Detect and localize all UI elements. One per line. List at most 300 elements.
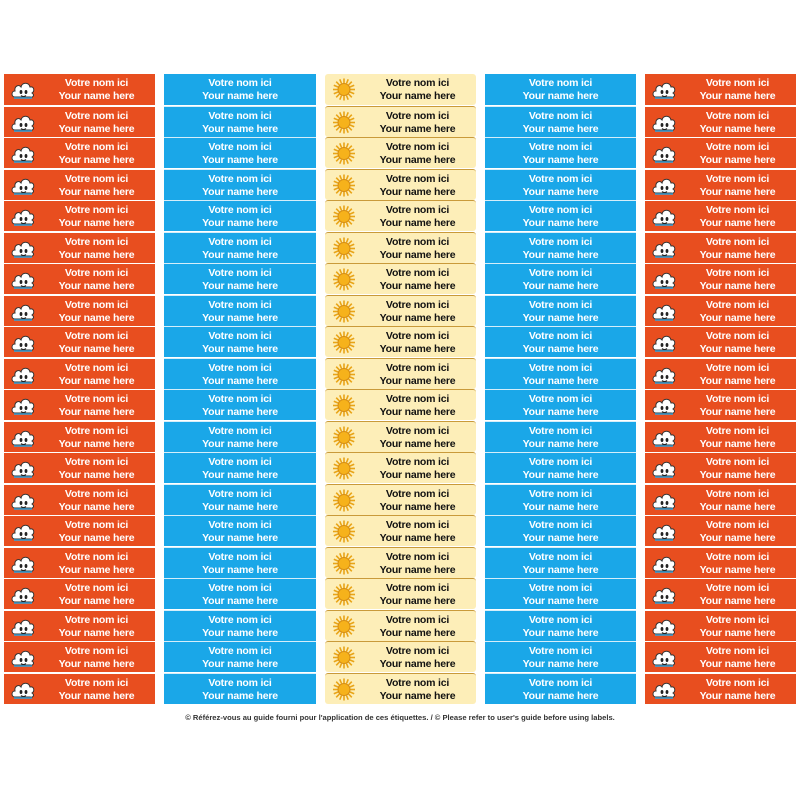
- name-label: [4, 232, 155, 263]
- label-english-text: Your name here: [58, 217, 135, 229]
- cloud-icon: [651, 551, 677, 576]
- label-french-text: Votre nom ici: [64, 204, 129, 216]
- label-french-text: Votre nom ici: [385, 235, 450, 248]
- label-english-text: Your name here: [379, 626, 456, 639]
- sun-icon: [331, 330, 357, 355]
- label-french-text: Votre nom ici: [64, 582, 129, 594]
- cloud-icon: [651, 330, 677, 355]
- label-english-text: Your name here: [522, 437, 599, 450]
- label-french-text: Votre nom ici: [528, 424, 593, 437]
- label-column-2: [164, 74, 316, 704]
- name-label: [645, 389, 796, 420]
- label-french-text: Votre nom ici: [64, 487, 129, 500]
- name-label: [485, 169, 636, 200]
- label-french-text: Votre nom ici: [208, 141, 272, 153]
- sun-icon: [331, 582, 357, 607]
- name-label: [485, 74, 636, 105]
- sun-icon: [331, 110, 357, 135]
- name-label: [485, 389, 636, 420]
- label-english-text: Your name here: [202, 90, 278, 102]
- usage-notice: © Référez-vous au guide fourni pour l'application de ces étiquettes. / © Please refer to user's guide before using labels.: [185, 713, 615, 722]
- name-label: [485, 421, 636, 452]
- label-french-text: Votre nom ici: [385, 77, 450, 89]
- name-label: [164, 263, 316, 294]
- cloud-icon: [651, 236, 677, 261]
- label-english-text: Your name here: [699, 122, 776, 135]
- sun-icon: [331, 77, 357, 102]
- label-french-text: Votre nom ici: [208, 582, 272, 594]
- name-label: [325, 673, 476, 704]
- label-english-text: Your name here: [379, 122, 456, 135]
- label-english-text: Your name here: [202, 311, 278, 324]
- label-french-text: Votre nom ici: [208, 109, 272, 122]
- name-label: [645, 578, 796, 609]
- label-french-text: Votre nom ici: [385, 487, 450, 500]
- label-english-text: Your name here: [699, 154, 776, 166]
- label-french-text: Votre nom ici: [705, 393, 770, 405]
- label-french-text: Votre nom ici: [705, 361, 770, 374]
- cloud-icon: [651, 677, 677, 702]
- label-english-text: Your name here: [699, 374, 776, 387]
- label-english-text: Your name here: [522, 532, 599, 544]
- cloud-icon: [651, 204, 677, 229]
- label-english-text: Your name here: [522, 658, 599, 670]
- cloud-icon: [651, 362, 677, 387]
- name-label: [4, 106, 155, 137]
- label-english-text: Your name here: [58, 248, 135, 261]
- cloud-icon: [10, 110, 36, 135]
- name-label: [645, 295, 796, 326]
- label-english-text: Your name here: [58, 343, 135, 355]
- label-english-text: Your name here: [58, 563, 135, 576]
- label-column-3: [325, 74, 476, 704]
- label-english-text: Your name here: [379, 406, 456, 418]
- name-label: [4, 578, 155, 609]
- label-english-text: Your name here: [202, 500, 278, 513]
- label-english-text: Your name here: [202, 532, 278, 544]
- label-english-text: Your name here: [522, 280, 599, 292]
- label-french-text: Votre nom ici: [528, 109, 593, 122]
- name-label: [485, 515, 636, 546]
- cloud-icon: [10, 677, 36, 702]
- label-french-text: Votre nom ici: [64, 393, 129, 405]
- label-english-text: Your name here: [202, 374, 278, 387]
- cloud-icon: [651, 425, 677, 450]
- cloud-icon: [651, 519, 677, 544]
- label-english-text: Your name here: [522, 154, 599, 166]
- label-english-text: Your name here: [58, 122, 135, 135]
- name-label: [645, 358, 796, 389]
- label-french-text: Votre nom ici: [705, 550, 770, 563]
- label-english-text: Your name here: [202, 217, 278, 229]
- name-label: [325, 452, 476, 483]
- name-label: [325, 169, 476, 200]
- name-label: [4, 295, 155, 326]
- cloud-icon: [10, 519, 36, 544]
- name-label: [164, 169, 316, 200]
- name-label: [164, 326, 316, 357]
- label-english-text: Your name here: [202, 185, 278, 198]
- name-label: [164, 106, 316, 137]
- label-english-text: Your name here: [522, 343, 599, 355]
- label-english-text: Your name here: [58, 626, 135, 639]
- name-label: [485, 200, 636, 231]
- label-english-text: Your name here: [379, 595, 456, 607]
- name-label: [4, 610, 155, 641]
- name-label: [645, 137, 796, 168]
- sun-icon: [331, 425, 357, 450]
- name-label: [4, 200, 155, 231]
- label-english-text: Your name here: [522, 374, 599, 387]
- name-label: [4, 673, 155, 704]
- label-english-text: Your name here: [699, 248, 776, 261]
- name-label: [325, 326, 476, 357]
- label-english-text: Your name here: [202, 154, 278, 166]
- label-english-text: Your name here: [202, 689, 278, 702]
- cloud-icon: [651, 110, 677, 135]
- name-label: [4, 515, 155, 546]
- label-french-text: Votre nom ici: [528, 645, 593, 657]
- sun-icon: [331, 204, 357, 229]
- sun-icon: [331, 677, 357, 702]
- label-french-text: Votre nom ici: [705, 330, 770, 342]
- label-french-text: Votre nom ici: [64, 235, 129, 248]
- label-english-text: Your name here: [58, 185, 135, 198]
- label-english-text: Your name here: [202, 437, 278, 450]
- name-label: [485, 641, 636, 672]
- label-french-text: Votre nom ici: [208, 613, 272, 626]
- label-english-text: Your name here: [202, 406, 278, 418]
- cloud-icon: [10, 77, 36, 102]
- label-french-text: Votre nom ici: [64, 676, 129, 689]
- sun-icon: [331, 488, 357, 513]
- label-french-text: Votre nom ici: [385, 676, 450, 689]
- label-english-text: Your name here: [58, 437, 135, 450]
- cloud-icon: [651, 582, 677, 607]
- name-label: [4, 641, 155, 672]
- label-french-text: Votre nom ici: [208, 519, 272, 531]
- name-label: [4, 389, 155, 420]
- sun-icon: [331, 456, 357, 481]
- label-english-text: Your name here: [202, 122, 278, 135]
- label-french-text: Votre nom ici: [705, 487, 770, 500]
- label-english-text: Your name here: [202, 280, 278, 292]
- name-label: [164, 74, 316, 105]
- name-label: [485, 673, 636, 704]
- cloud-icon: [10, 267, 36, 292]
- label-french-text: Votre nom ici: [208, 330, 272, 342]
- label-french-text: Votre nom ici: [528, 487, 593, 500]
- name-label: [164, 452, 316, 483]
- label-english-text: Your name here: [202, 469, 278, 481]
- label-french-text: Votre nom ici: [208, 204, 272, 216]
- name-label: [4, 358, 155, 389]
- cloud-icon: [10, 425, 36, 450]
- name-label: [164, 358, 316, 389]
- name-label: [325, 578, 476, 609]
- label-french-text: Votre nom ici: [208, 550, 272, 563]
- label-french-text: Votre nom ici: [64, 141, 129, 153]
- name-label: [164, 610, 316, 641]
- sun-icon: [331, 393, 357, 418]
- label-french-text: Votre nom ici: [64, 77, 129, 89]
- name-label: [4, 169, 155, 200]
- label-english-text: Your name here: [699, 437, 776, 450]
- name-label: [325, 484, 476, 515]
- label-english-text: Your name here: [58, 90, 135, 102]
- sun-icon: [331, 645, 357, 670]
- name-label: [164, 295, 316, 326]
- label-english-text: Your name here: [522, 595, 599, 607]
- label-english-text: Your name here: [379, 374, 456, 387]
- label-french-text: Votre nom ici: [385, 613, 450, 626]
- label-french-text: Votre nom ici: [385, 204, 450, 216]
- label-column-5: [645, 74, 796, 704]
- label-french-text: Votre nom ici: [705, 582, 770, 594]
- label-french-text: Votre nom ici: [64, 613, 129, 626]
- name-label: [4, 452, 155, 483]
- label-french-text: Votre nom ici: [705, 519, 770, 531]
- label-english-text: Your name here: [379, 469, 456, 481]
- label-french-text: Votre nom ici: [208, 487, 272, 500]
- label-french-text: Votre nom ici: [528, 77, 593, 89]
- name-label: [645, 326, 796, 357]
- name-label: [485, 295, 636, 326]
- label-english-text: Your name here: [379, 311, 456, 324]
- label-french-text: Votre nom ici: [705, 456, 770, 468]
- name-label: [645, 673, 796, 704]
- label-english-text: Your name here: [202, 626, 278, 639]
- name-label: [164, 578, 316, 609]
- name-label: [325, 547, 476, 578]
- cloud-icon: [10, 362, 36, 387]
- label-french-text: Votre nom ici: [385, 361, 450, 374]
- label-column-4: [485, 74, 636, 704]
- name-label: [164, 421, 316, 452]
- cloud-icon: [10, 236, 36, 261]
- label-french-text: Votre nom ici: [385, 519, 450, 531]
- label-french-text: Votre nom ici: [64, 172, 129, 185]
- label-english-text: Your name here: [522, 90, 599, 102]
- name-label: [645, 484, 796, 515]
- label-english-text: Your name here: [202, 595, 278, 607]
- label-french-text: Votre nom ici: [208, 235, 272, 248]
- label-english-text: Your name here: [699, 595, 776, 607]
- label-french-text: Votre nom ici: [705, 676, 770, 689]
- label-french-text: Votre nom ici: [528, 330, 593, 342]
- label-french-text: Votre nom ici: [208, 424, 272, 437]
- name-label: [325, 263, 476, 294]
- label-french-text: Votre nom ici: [64, 109, 129, 122]
- label-french-text: Votre nom ici: [64, 550, 129, 563]
- cloud-icon: [651, 488, 677, 513]
- label-english-text: Your name here: [379, 280, 456, 292]
- name-label: [645, 232, 796, 263]
- label-french-text: Votre nom ici: [208, 393, 272, 405]
- name-label: [325, 389, 476, 420]
- label-english-text: Your name here: [522, 122, 599, 135]
- sun-icon: [331, 141, 357, 166]
- label-french-text: Votre nom ici: [64, 267, 129, 279]
- label-english-text: Your name here: [699, 469, 776, 481]
- sun-icon: [331, 551, 357, 576]
- name-label: [4, 74, 155, 105]
- label-english-text: Your name here: [202, 248, 278, 261]
- label-french-text: Votre nom ici: [705, 267, 770, 279]
- label-french-text: Votre nom ici: [705, 298, 770, 311]
- label-english-text: Your name here: [379, 658, 456, 670]
- label-english-text: Your name here: [379, 343, 456, 355]
- label-french-text: Votre nom ici: [208, 456, 272, 468]
- label-french-text: Votre nom ici: [528, 456, 593, 468]
- name-label: [485, 106, 636, 137]
- label-french-text: Votre nom ici: [705, 77, 770, 89]
- label-english-text: Your name here: [522, 563, 599, 576]
- label-french-text: Votre nom ici: [64, 645, 129, 657]
- sun-icon: [331, 299, 357, 324]
- label-french-text: Votre nom ici: [705, 109, 770, 122]
- label-english-text: Your name here: [58, 689, 135, 702]
- label-french-text: Votre nom ici: [208, 361, 272, 374]
- cloud-icon: [10, 456, 36, 481]
- label-french-text: Votre nom ici: [208, 172, 272, 185]
- label-french-text: Votre nom ici: [528, 298, 593, 311]
- name-label: [4, 484, 155, 515]
- name-label: [645, 547, 796, 578]
- label-english-text: Your name here: [699, 532, 776, 544]
- name-label: [325, 74, 476, 105]
- label-french-text: Votre nom ici: [528, 361, 593, 374]
- cloud-icon: [10, 645, 36, 670]
- cloud-icon: [651, 299, 677, 324]
- label-french-text: Votre nom ici: [705, 235, 770, 248]
- name-label: [164, 200, 316, 231]
- label-english-text: Your name here: [522, 311, 599, 324]
- cloud-icon: [10, 173, 36, 198]
- label-french-text: Votre nom ici: [208, 298, 272, 311]
- label-english-text: Your name here: [58, 406, 135, 418]
- label-english-text: Your name here: [699, 90, 776, 102]
- cloud-icon: [651, 77, 677, 102]
- name-label: [645, 200, 796, 231]
- label-french-text: Votre nom ici: [208, 267, 272, 279]
- label-english-text: Your name here: [202, 658, 278, 670]
- label-french-text: Votre nom ici: [385, 456, 450, 468]
- label-french-text: Votre nom ici: [385, 582, 450, 594]
- sun-icon: [331, 267, 357, 292]
- label-english-text: Your name here: [522, 185, 599, 198]
- label-english-text: Your name here: [202, 343, 278, 355]
- label-french-text: Votre nom ici: [385, 298, 450, 311]
- name-label: [485, 484, 636, 515]
- name-label: [485, 578, 636, 609]
- label-french-text: Votre nom ici: [528, 676, 593, 689]
- name-label: [485, 452, 636, 483]
- label-french-text: Votre nom ici: [528, 267, 593, 279]
- label-french-text: Votre nom ici: [208, 676, 272, 689]
- label-french-text: Votre nom ici: [705, 645, 770, 657]
- label-french-text: Votre nom ici: [705, 424, 770, 437]
- name-label: [485, 610, 636, 641]
- label-english-text: Your name here: [699, 626, 776, 639]
- label-french-text: Votre nom ici: [385, 550, 450, 563]
- name-label: [325, 641, 476, 672]
- cloud-icon: [651, 456, 677, 481]
- name-label: [485, 326, 636, 357]
- name-label: [645, 610, 796, 641]
- name-label: [645, 452, 796, 483]
- label-french-text: Votre nom ici: [208, 77, 272, 89]
- name-label: [485, 547, 636, 578]
- label-french-text: Votre nom ici: [64, 330, 129, 342]
- cloud-icon: [651, 645, 677, 670]
- name-label: [325, 200, 476, 231]
- sun-icon: [331, 362, 357, 387]
- name-label: [325, 295, 476, 326]
- name-label: [164, 484, 316, 515]
- label-french-text: Votre nom ici: [385, 424, 450, 437]
- name-label: [164, 232, 316, 263]
- cloud-icon: [651, 141, 677, 166]
- label-english-text: Your name here: [379, 154, 456, 166]
- name-label: [4, 547, 155, 578]
- label-english-text: Your name here: [202, 563, 278, 576]
- label-french-text: Votre nom ici: [64, 424, 129, 437]
- name-label: [325, 137, 476, 168]
- cloud-icon: [10, 330, 36, 355]
- cloud-icon: [10, 614, 36, 639]
- name-label: [164, 673, 316, 704]
- name-label: [164, 389, 316, 420]
- label-english-text: Your name here: [699, 343, 776, 355]
- name-label: [645, 74, 796, 105]
- sun-icon: [331, 236, 357, 261]
- name-label: [485, 263, 636, 294]
- cloud-icon: [10, 299, 36, 324]
- cloud-icon: [651, 267, 677, 292]
- label-english-text: Your name here: [379, 500, 456, 513]
- label-french-text: Votre nom ici: [528, 235, 593, 248]
- label-english-text: Your name here: [699, 500, 776, 513]
- label-english-text: Your name here: [379, 532, 456, 544]
- sun-icon: [331, 614, 357, 639]
- label-english-text: Your name here: [522, 689, 599, 702]
- name-label: [325, 515, 476, 546]
- name-label: [645, 169, 796, 200]
- cloud-icon: [651, 614, 677, 639]
- label-english-text: Your name here: [522, 626, 599, 639]
- label-english-text: Your name here: [58, 311, 135, 324]
- label-english-text: Your name here: [58, 469, 135, 481]
- label-french-text: Votre nom ici: [385, 109, 450, 122]
- cloud-icon: [10, 393, 36, 418]
- label-french-text: Votre nom ici: [705, 172, 770, 185]
- name-label: [4, 263, 155, 294]
- label-english-text: Your name here: [699, 658, 776, 670]
- label-english-text: Your name here: [522, 248, 599, 261]
- label-english-text: Your name here: [379, 90, 456, 102]
- label-french-text: Votre nom ici: [528, 204, 593, 216]
- name-label: [164, 547, 316, 578]
- label-french-text: Votre nom ici: [208, 645, 272, 657]
- name-label: [164, 641, 316, 672]
- sun-icon: [331, 519, 357, 544]
- label-english-text: Your name here: [699, 217, 776, 229]
- label-english-text: Your name here: [699, 280, 776, 292]
- label-french-text: Votre nom ici: [385, 645, 450, 657]
- cloud-icon: [651, 173, 677, 198]
- cloud-icon: [10, 141, 36, 166]
